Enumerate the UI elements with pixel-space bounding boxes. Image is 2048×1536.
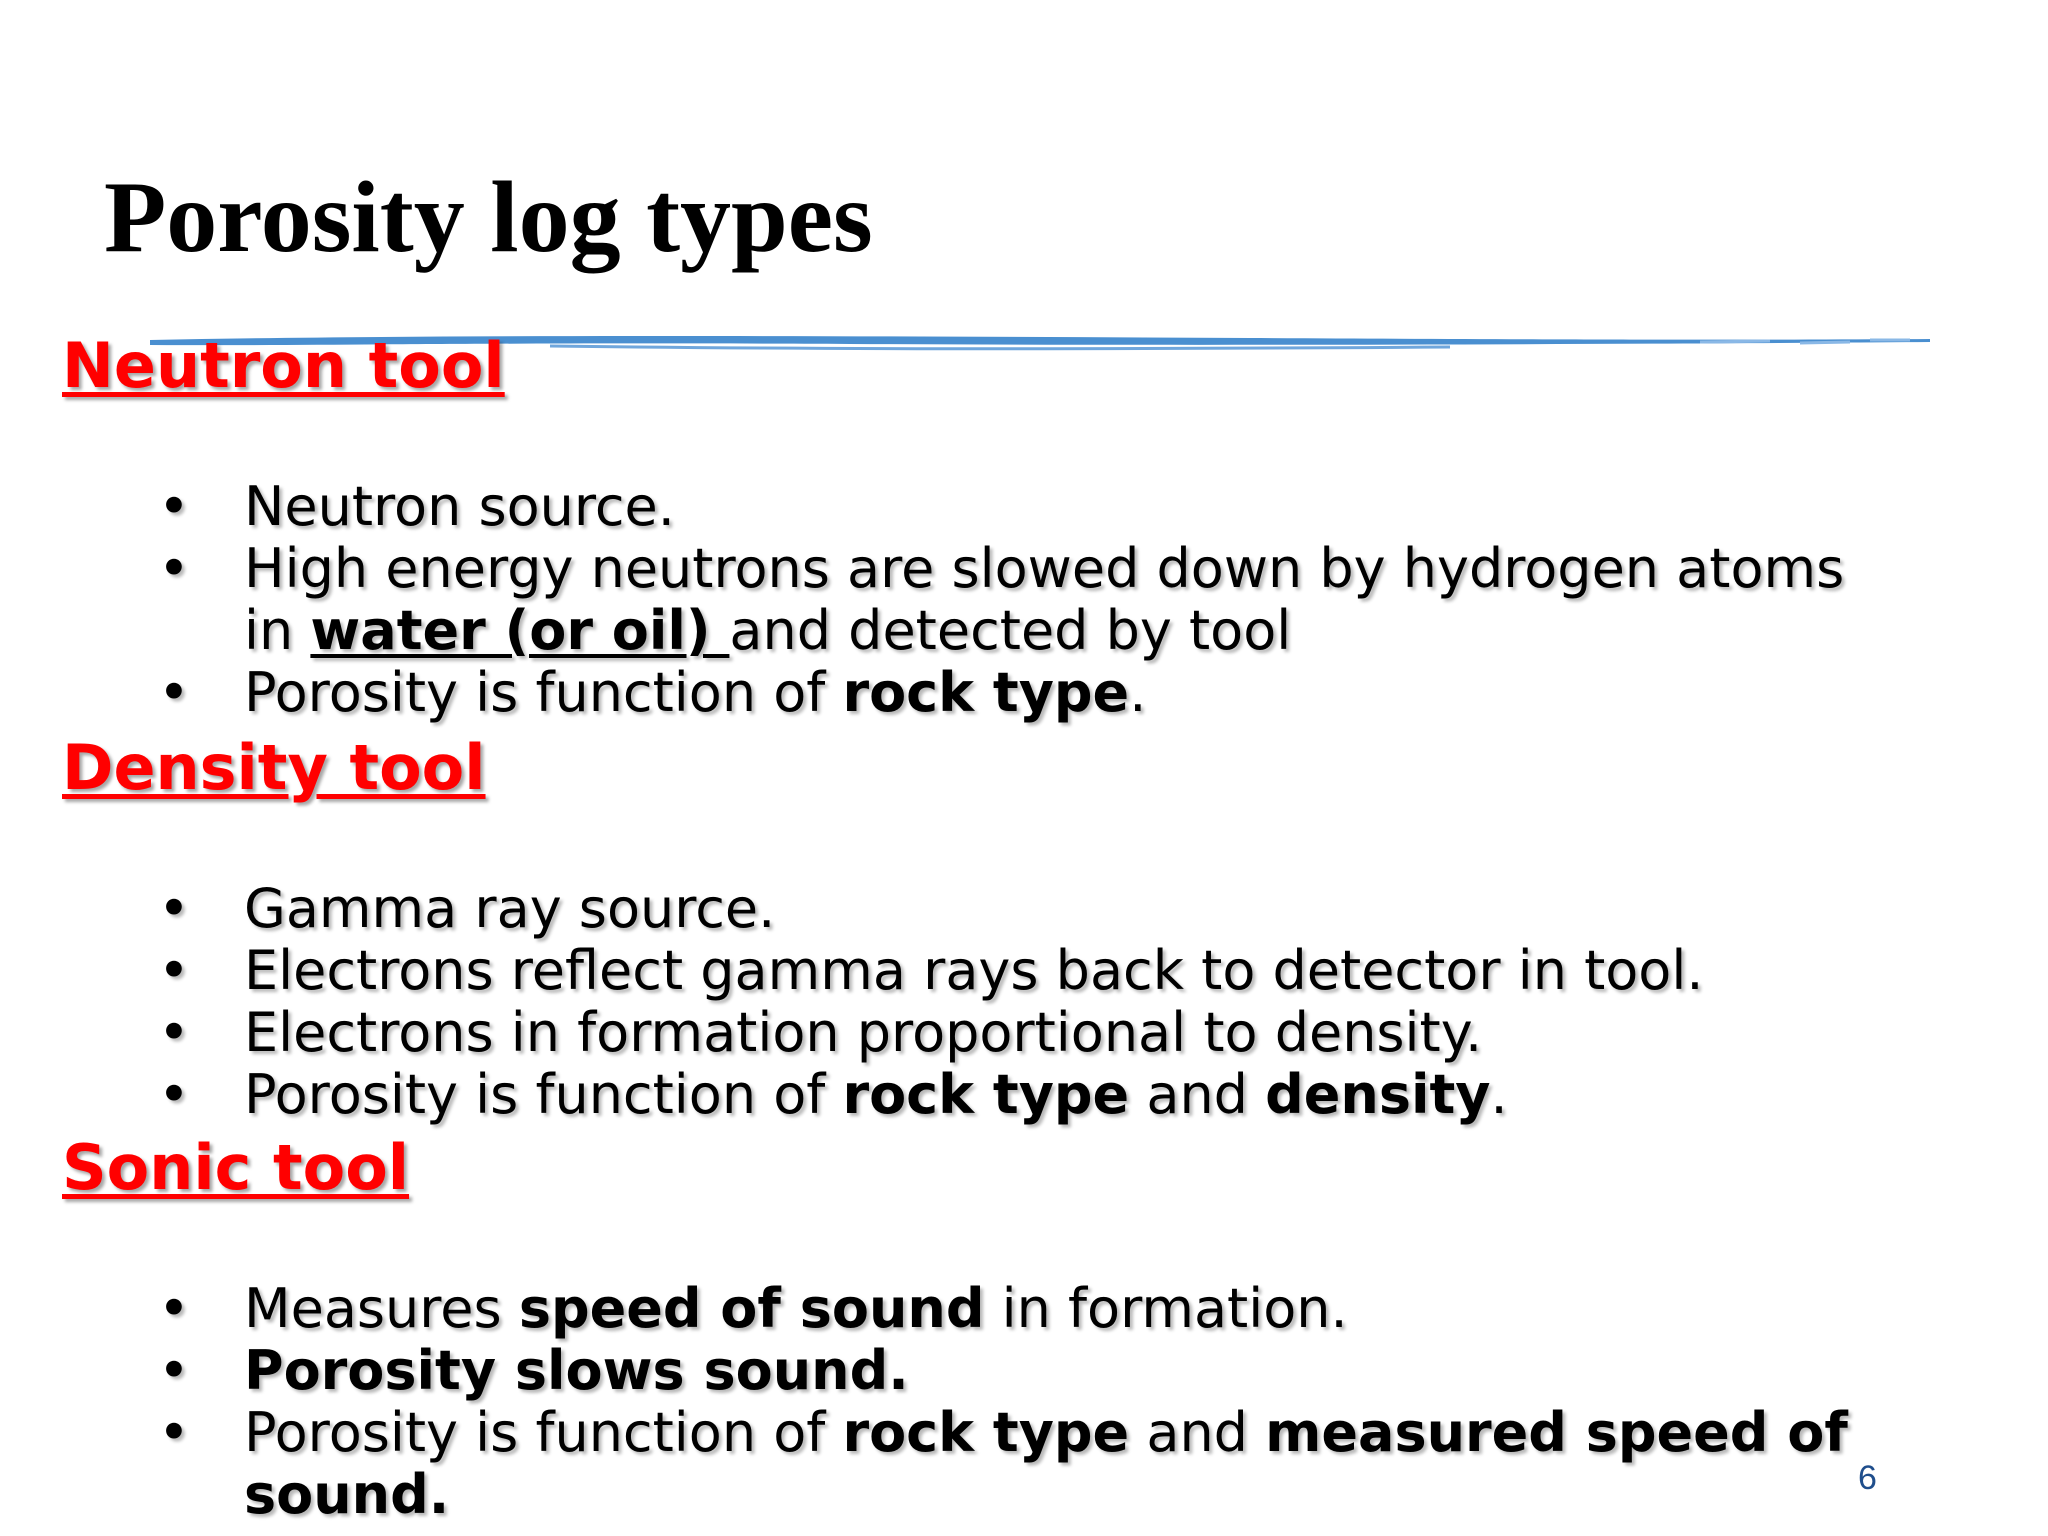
bullet-icon: • xyxy=(158,1339,190,1402)
page-number: 6 xyxy=(1858,1459,1877,1497)
list-item: • Porosity slows sound. xyxy=(158,1339,909,1402)
list-item: • Porosity is function of rock type and measured speed of sound. xyxy=(158,1401,1848,1526)
list-item: • Neutron source. xyxy=(158,475,675,538)
bullet-icon: • xyxy=(158,661,190,724)
density-tool-heading: Density tool xyxy=(62,731,486,804)
bullet-icon: • xyxy=(158,877,190,940)
list-item: • High energy neutrons are slowed down by hydrogen atoms in water (or oil) and detected by tool xyxy=(158,537,1845,662)
density-bullet-list xyxy=(0,878,1884,1126)
list-item: • Electrons in formation proportional to density. xyxy=(158,1001,1483,1064)
bullet-icon: • xyxy=(158,475,190,538)
list-item: • Electrons reflect gamma rays back to detector in tool. xyxy=(158,939,1704,1002)
bullet-icon: • xyxy=(158,1277,190,1340)
bullet-icon: • xyxy=(158,1001,190,1064)
bullet-icon: • xyxy=(158,1063,190,1126)
neutron-bullet-list xyxy=(0,476,1884,724)
emphasis-water-or-oil: water (or oil) xyxy=(310,599,730,662)
list-item: • Gamma ray source. xyxy=(158,877,776,940)
list-item: • Measures speed of sound in formation. xyxy=(158,1277,1348,1340)
list-item: • Porosity is function of rock type. xyxy=(158,661,1147,724)
sonic-tool-heading: Sonic tool xyxy=(62,1131,410,1204)
bullet-icon: • xyxy=(158,1401,190,1464)
slide-title: Porosity log types xyxy=(104,161,873,274)
bullet-icon: • xyxy=(158,537,190,600)
neutron-tool-heading: Neutron tool xyxy=(62,329,505,402)
bullet-icon: • xyxy=(158,939,190,1002)
list-item: • Porosity is function of rock type and density. xyxy=(158,1063,1508,1126)
sonic-bullet-list xyxy=(0,1278,1884,1526)
